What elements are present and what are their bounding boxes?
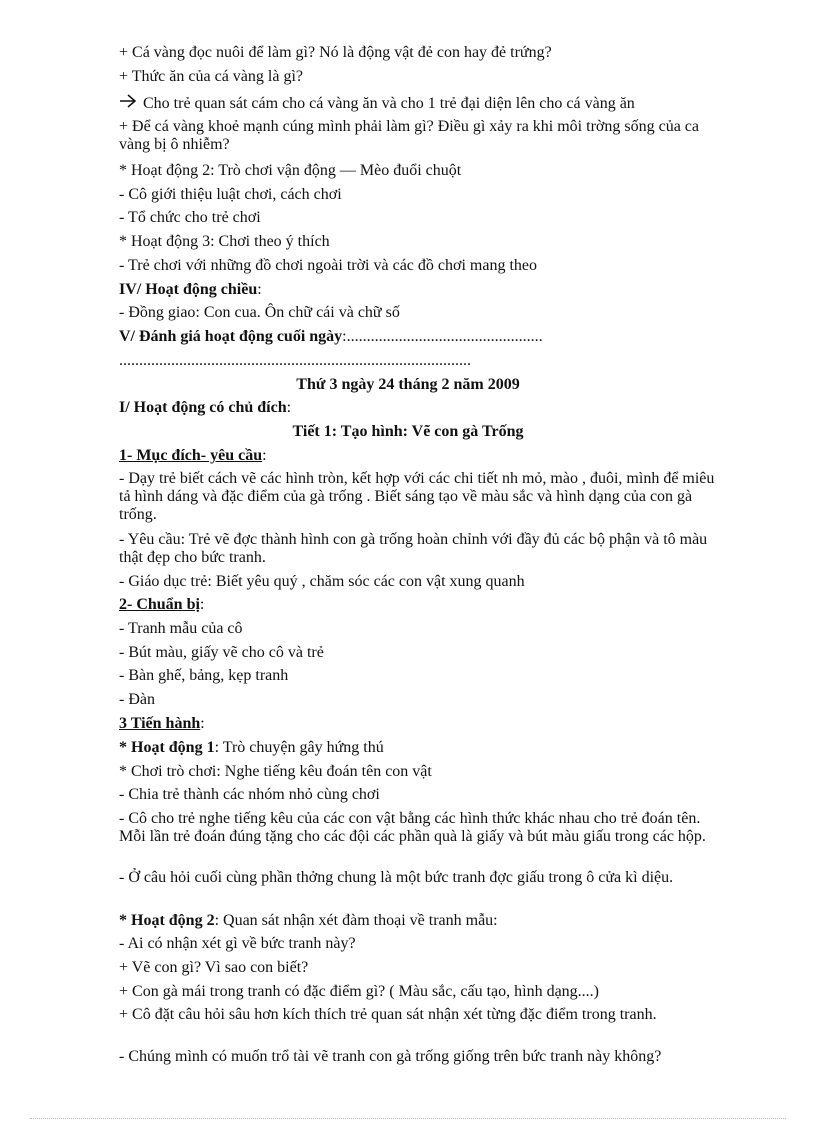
activity-heading-label: * Hoạt động 2	[119, 912, 215, 929]
text-line: + Thức ăn của cá vàng là gì?	[119, 68, 303, 85]
text-line: + Vẽ con gì? Vì sao con biết?	[119, 959, 309, 976]
text-line: - Trẻ chơi với những đồ chơi ngoài trời và các đồ chơi mang theo	[119, 257, 538, 274]
lesson-title: Tiết 1: Tạo hình: Vẽ con gà Trống	[292, 423, 524, 440]
subsection-heading-label: 1- Mục đích- yêu cầu	[119, 447, 263, 464]
subsection-heading-colon: :	[262, 447, 267, 464]
subsection-heading-colon: :	[200, 715, 205, 732]
activity-heading-text: : Trò chuyện gây hứng thú	[214, 739, 384, 756]
text-paragraph: - Dạy trẻ biết cách vẽ các hình tròn, kết hợp với các chi tiết nh mỏ, mào , đuôi, mình để miêu tả hình dáng và đặc điểm của gà trống . Biết sáng tạo về màu sắc và hình dạng của con gà trống.	[119, 470, 715, 523]
text-paragraph: - Cô cho trẻ nghe tiếng kêu của các con vật bằng các hình thức khác nhau cho trẻ đoán tên. Mỗi lần trẻ đoán đúng tặng cho các đội các phần quà là giấy và bút màu giấu trong các hộp.	[119, 810, 706, 845]
subsection-heading	[119, 596, 204, 614]
activity-heading-label: * Hoạt động 1	[119, 739, 215, 756]
text-line: - Chia trẻ thành các nhóm nhỏ cùng chơi	[119, 786, 380, 803]
text-line-content: Cho trẻ quan sát cám cho cá vàng ăn và cho 1 trẻ đại diện lên cho cá vàng ăn	[143, 95, 635, 112]
text-line: * Hoạt động 2: Trò chơi vận động — Mèo đuổi chuột	[119, 162, 462, 179]
text-line: * Chơi trò chơi: Nghe tiếng kêu đoán tên con vật	[119, 763, 432, 780]
section-heading-colon: :	[257, 281, 262, 298]
text-line: - Đồng giao: Con cua. Ôn chữ cái và chữ số	[119, 304, 400, 321]
text-paragraph: - Yêu cầu: Trẻ vẽ đợc thành hình con gà trống hoàn chỉnh với đầy đủ các bộ phận và tô màu thật đẹp cho bức tranh.	[119, 531, 708, 566]
text-line: - Giáo dục trẻ: Biết yêu quý , chăm sóc các con vật xung quanh	[119, 573, 525, 590]
text-paragraph: - Ở câu hỏi cuối cùng phần thởng chung là một bức tranh đợc giấu trong ô cửa kì diệu.	[119, 869, 674, 886]
section-heading	[119, 281, 262, 299]
text-line: - Bàn ghế, bảng, kẹp tranh	[119, 667, 289, 684]
subsection-heading-label: 2- Chuẩn bị	[119, 596, 200, 613]
section-heading-label: IV/ Hoạt động chiều	[119, 281, 258, 298]
section-heading	[119, 399, 291, 417]
subsection-heading-colon: :	[199, 596, 205, 613]
subsection-heading	[119, 715, 205, 733]
date-heading: Thứ 3 ngày 24 tháng 2 năm 2009	[296, 376, 520, 393]
text-line: * Hoạt động 3: Chơi theo ý thích	[119, 233, 330, 250]
text-line: - Ai có nhận xét gì về bức tranh này?	[119, 935, 356, 952]
text-paragraph: + Để cá vàng khoẻ mạnh cúng mình phải làm gì? Điều gì xảy ra khi môi trờng sống của ca vàng bị ô nhiễm?	[119, 118, 699, 153]
dotted-blank: ........................................................................................	[119, 352, 471, 369]
activity-heading	[119, 739, 384, 757]
text-line: - Đàn	[119, 691, 155, 708]
text-paragraph: - Chúng mình có muốn trổ tài vẽ tranh con gà trống giống trên bức tranh này không?	[119, 1048, 662, 1065]
text-line	[119, 94, 635, 113]
text-line: - Tranh mẫu của cô	[119, 620, 243, 637]
activity-heading-text: : Quan sát nhận xét đàm thoại về tranh mẫu:	[214, 912, 498, 929]
section-heading	[119, 328, 543, 346]
text-line: + Cá vàng đọc nuôi để làm gì? Nó là động vật đẻ con hay đẻ trứng?	[119, 44, 552, 61]
section-heading-label: V/ Đánh giá hoạt động cuối ngày	[119, 328, 343, 345]
arrow-right-icon	[119, 94, 137, 113]
section-heading-colon: :	[286, 399, 292, 416]
section-heading-label: I/ Hoạt động có chủ đích	[119, 399, 287, 416]
dotted-blank: :.................................................	[342, 328, 543, 345]
text-line: + Con gà mái trong tranh có đặc điểm gì? ( Màu sắc, cấu tạo, hình dạng....)	[119, 983, 599, 1000]
subsection-heading	[119, 447, 267, 465]
subsection-heading-label: 3 Tiến hành	[119, 715, 201, 732]
activity-heading	[119, 912, 498, 930]
text-line: - Tổ chức cho trẻ chơi	[119, 209, 261, 226]
text-line: - Cô giới thiệu luật chơi, cách chơi	[119, 186, 342, 203]
page-bottom-divider	[30, 1118, 786, 1119]
text-paragraph: + Cô đặt câu hỏi sâu hơn kích thích trẻ quan sát nhận xét từng đặc điểm trong tranh.	[119, 1006, 657, 1023]
text-line: - Bút màu, giấy vẽ cho cô và trẻ	[119, 644, 324, 661]
